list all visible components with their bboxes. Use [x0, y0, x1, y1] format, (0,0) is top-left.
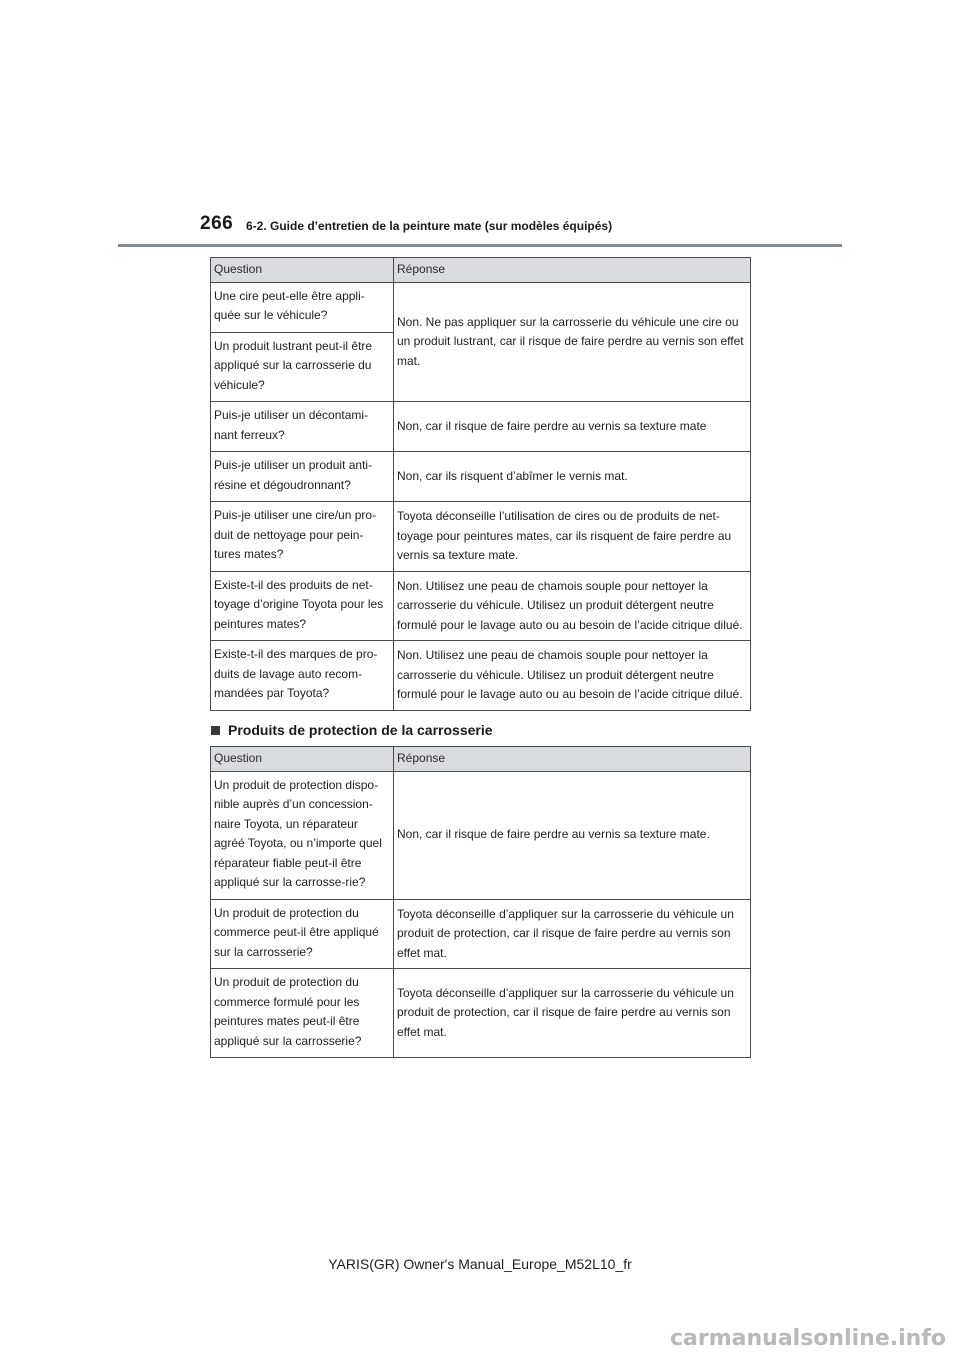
question-cell: Puis-je utiliser un décontami-nant ferreux? [211, 402, 394, 452]
table-header-row [211, 747, 751, 772]
question-cell: Un produit de protection du commerce peut-il être appliqué sur la carrosserie? [211, 899, 394, 969]
page-number: 266 [200, 213, 234, 234]
question-cell: Un produit de protection dispo-nible auprès d’un concession-naire Toyota, un réparateur agréé Toyota, ou n’importe quel réparateur fiable peut-il être appliqué sur la carrosse-rie? [211, 771, 394, 899]
question-cell: Existe-t-il des marques de pro-duits de lavage auto recom-mandées par Toyota? [211, 641, 394, 711]
table-row [211, 571, 751, 641]
question-cell: Puis-je utiliser un produit anti-résine et dégoudronnant? [211, 452, 394, 502]
answer-cell: Non. Ne pas appliquer sur la carrosserie du véhicule une cire ou un produit lustrant, car il risque de faire perdre au vernis son effet mat. [394, 282, 751, 402]
question-cell: Un produit lustrant peut-il être appliqué sur la carrosserie du véhicule? [211, 332, 394, 402]
section-title: 6-2. Guide d’entretien de la peinture mate (sur modèles équipés) [246, 219, 613, 233]
table-row [211, 969, 751, 1058]
answer-cell: Non. Utilisez une peau de chamois souple pour nettoyer la carrosserie du véhicule. Utilisez un produit détergent neutre formulé pour le lavage auto ou au besoin de l’acide citrique dilué. [394, 641, 751, 711]
watermark: carmanualsonline.info [670, 1326, 946, 1351]
table-row [211, 502, 751, 572]
qa-table-protection [210, 746, 751, 1058]
manual-footer: YARIS(GR) Owner's Manual_Europe_M52L10_fr [328, 1256, 632, 1272]
answer-cell: Non, car il risque de faire perdre au vernis sa texture mate. [394, 771, 751, 899]
answer-cell: Toyota déconseille l’utilisation de cires ou de produits de net-toyage pour peintures mates, car ils risquent de faire perdre au vernis sa texture mate. [394, 502, 751, 572]
table-row [211, 452, 751, 502]
table-row [211, 402, 751, 452]
table-header-row [211, 258, 751, 283]
answer-cell: Non, car il risque de faire perdre au vernis sa texture mate [394, 402, 751, 452]
answer-cell: Toyota déconseille d’appliquer sur la carrosserie du véhicule un produit de protection, car il risque de faire perdre au vernis son effet mat. [394, 969, 751, 1058]
answer-cell: Non. Utilisez une peau de chamois souple pour nettoyer la carrosserie du véhicule. Utilisez un produit détergent neutre formulé pour le lavage auto ou au besoin de l’acide citrique dilué. [394, 571, 751, 641]
qa-table-maintenance [210, 257, 751, 711]
table-row [211, 641, 751, 711]
header-divider [118, 244, 842, 247]
question-cell: Un produit de protection du commerce formulé pour les peintures mates peut-il être appliqué sur la carrosserie? [211, 969, 394, 1058]
answer-cell: Toyota déconseille d’appliquer sur la carrosserie du véhicule un produit de protection, car il risque de faire perdre au vernis son effet mat. [394, 899, 751, 969]
question-cell: Puis-je utiliser une cire/un pro-duit de nettoyage pour pein-tures mates? [211, 502, 394, 572]
subheading-text: Produits de protection de la carrosserie [228, 722, 493, 738]
answer-cell: Non, car ils risquent d’abîmer le vernis mat. [394, 452, 751, 502]
question-cell: Existe-t-il des produits de net-toyage d’origine Toyota pour les peintures mates? [211, 571, 394, 641]
question-cell: Une cire peut-elle être appli-quée sur le véhicule? [211, 282, 394, 332]
subheading-protection-products [211, 722, 493, 738]
column-header-question: Question [211, 747, 394, 772]
table-row [211, 282, 751, 332]
square-bullet-icon [211, 726, 220, 735]
column-header-answer: Réponse [394, 258, 751, 283]
table-row [211, 899, 751, 969]
table-row [211, 771, 751, 899]
column-header-question: Question [211, 258, 394, 283]
column-header-answer: Réponse [394, 747, 751, 772]
